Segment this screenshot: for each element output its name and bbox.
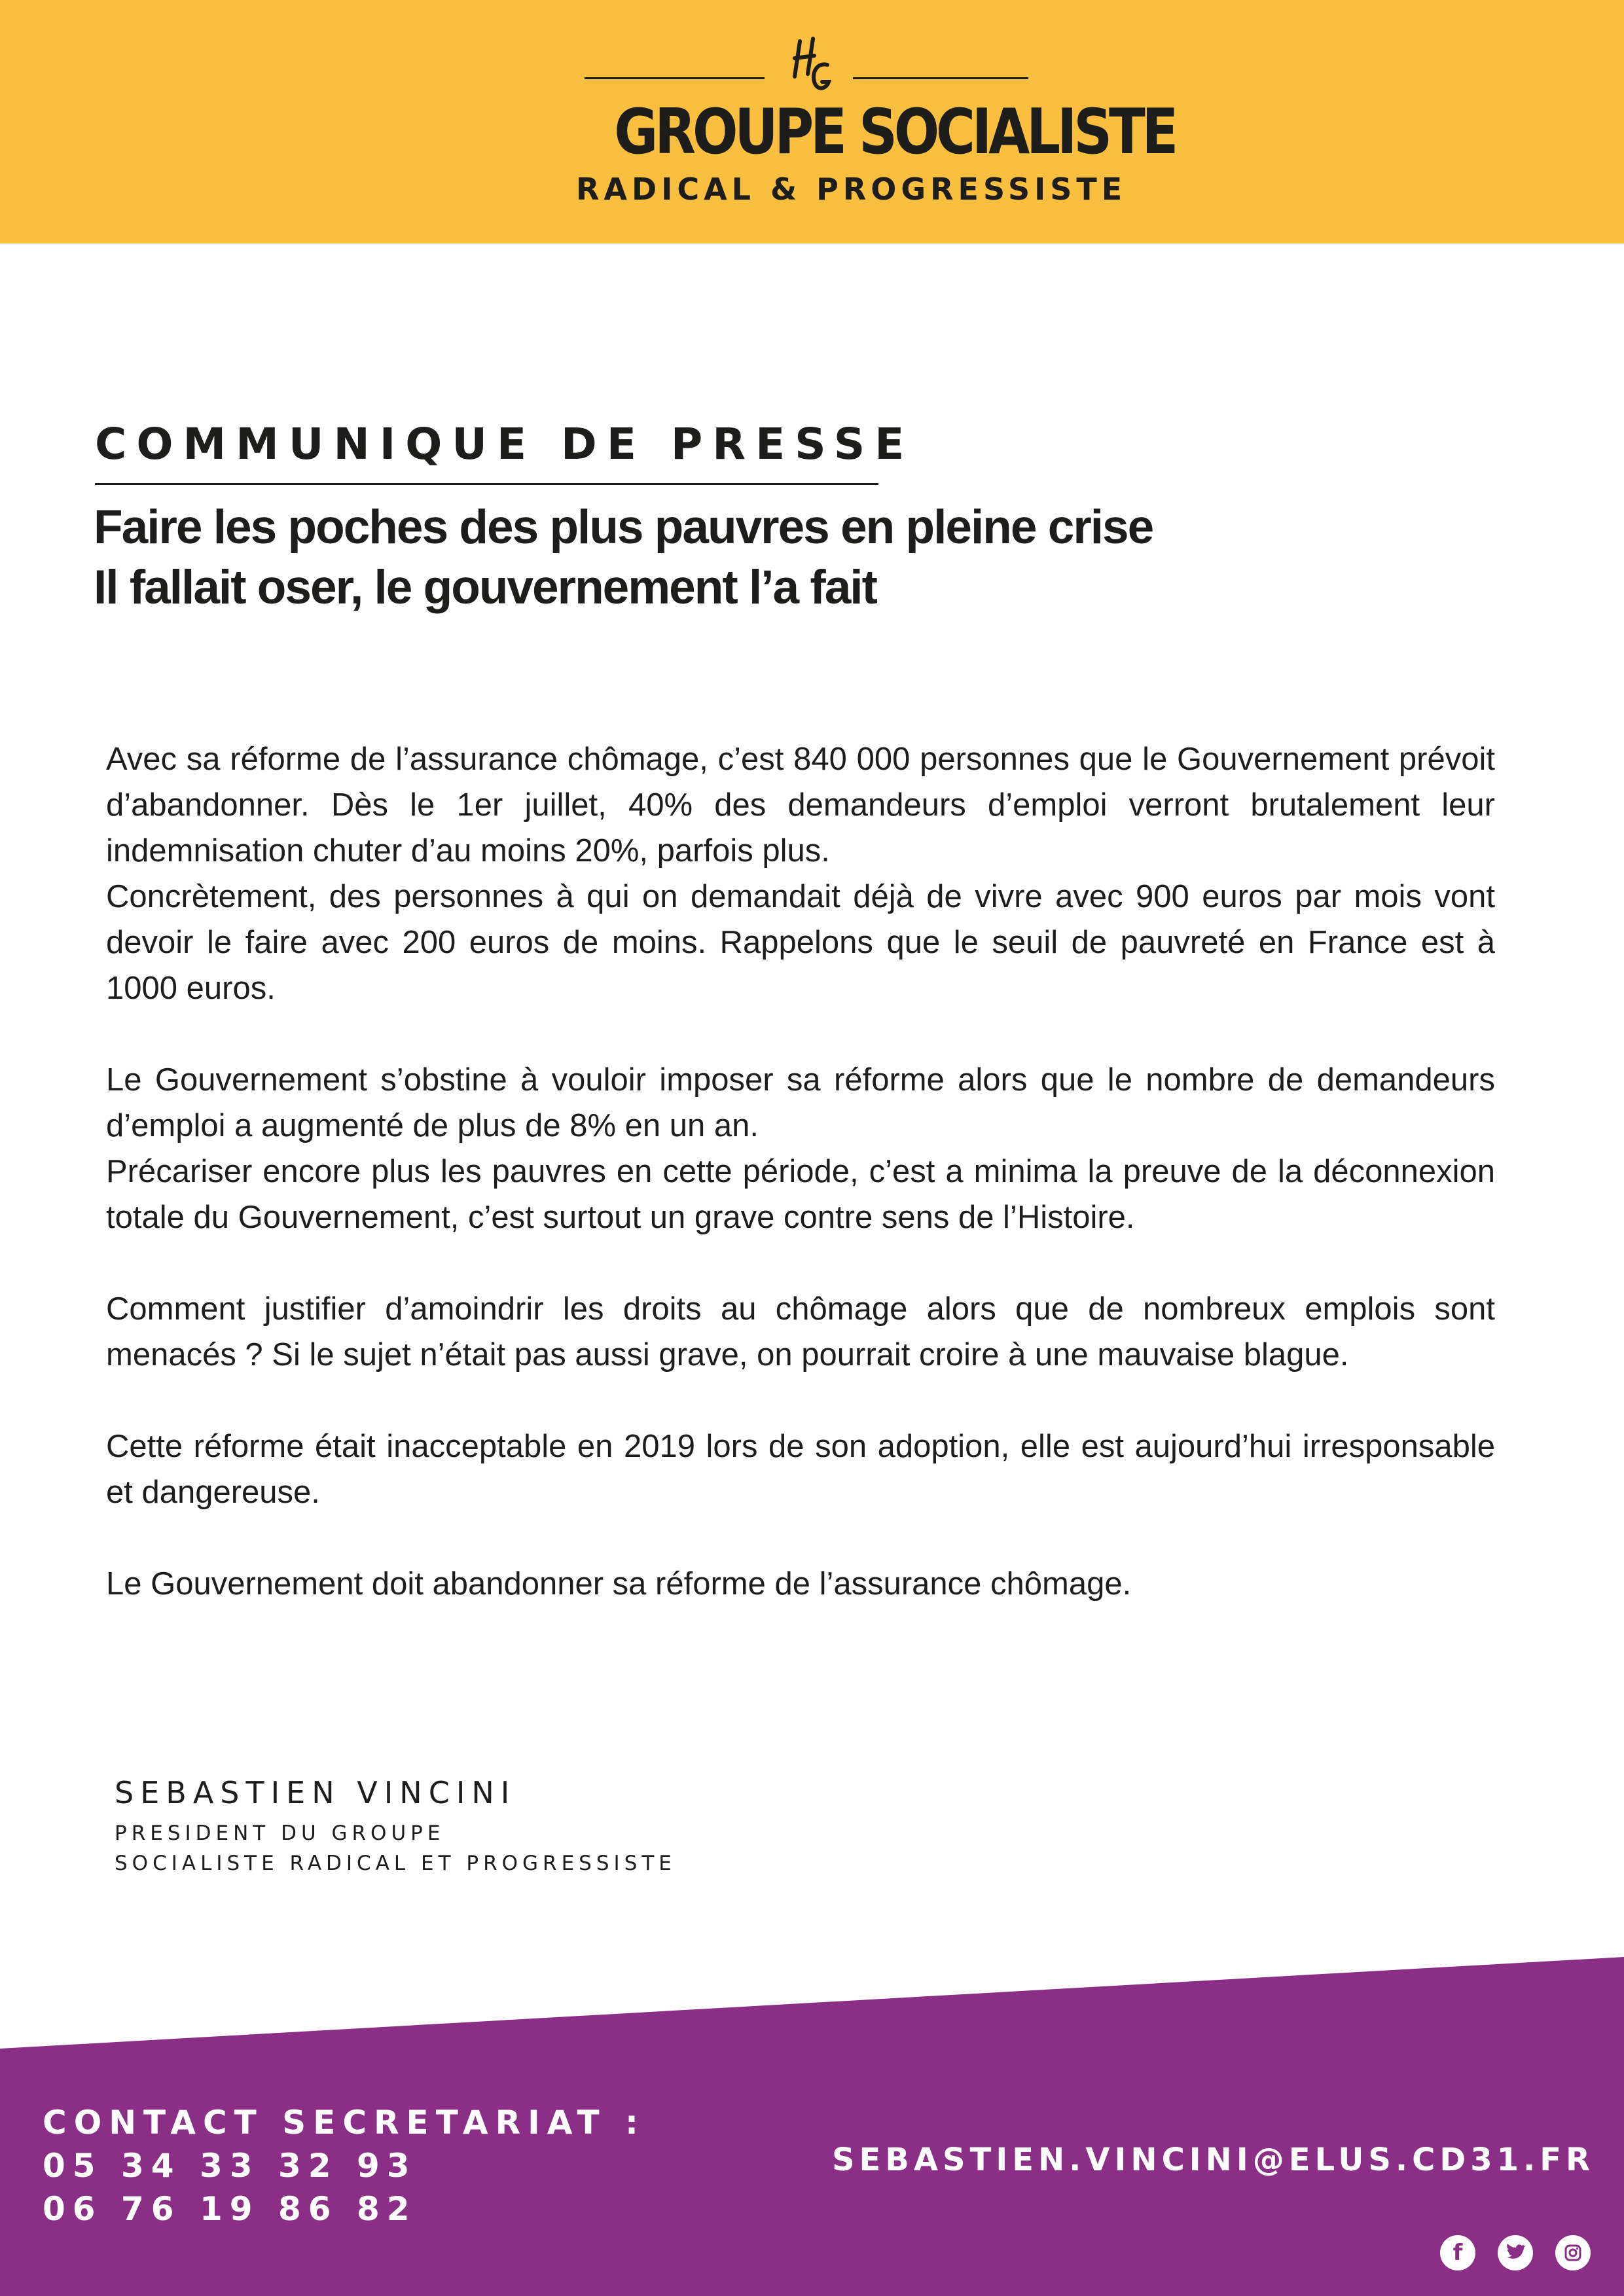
contact-block (43, 2101, 645, 2231)
logo-monogram-icon (785, 36, 838, 98)
twitter-icon[interactable] (1498, 2235, 1533, 2270)
header-band (0, 0, 1624, 243)
paragraph-2b: Précariser encore plus les pauvres en cette période, c’est a minima la preuve de la déconnexion totale du Gouvernement, c’est surtout un grave contre sens de l’Histoire. (106, 1154, 1495, 1235)
paragraph-1b: Concrètement, des personnes à qui on demandait déjà de vivre avec 900 euros par mois vont devoir le faire avec 200 euros de moins. Rappelons que le seuil de pauvreté en France est à 1000 euros. (106, 879, 1495, 1006)
headline-line-1: Faire les poches des plus pauvres en pleine crise (94, 501, 1153, 554)
phone-1[interactable]: 05 34 33 32 93 (43, 2147, 417, 2185)
instagram-icon[interactable] (1555, 2235, 1591, 2270)
headline (94, 497, 1468, 618)
headline-line-2: Il fallait oser, le gouvernement l’a fait (94, 561, 876, 614)
signatory-role-line-1: PRESIDENT DU GROUPE (115, 1821, 445, 1845)
facebook-icon[interactable]: f (1440, 2235, 1475, 2270)
paragraph-2: Le Gouvernement s’obstine à vouloir imposer sa réforme alors que le nombre de demandeurs d’emploi a augmenté de plus de 8% en un an. (106, 1062, 1495, 1143)
paragraph-3: Comment justifier d’amoindrir les droits au chômage alors que de nombreux emplois sont menacés ? Si le sujet n’était pas aussi grave, on pourrait croire à une mauvaise blague. (106, 1291, 1495, 1372)
press-release-body (106, 736, 1495, 1653)
paragraph-4: Cette réforme était inacceptable en 2019 lors de son adoption, elle est aujourd’hui irresponsable et dangereuse. (106, 1429, 1495, 1510)
phone-2[interactable]: 06 76 19 86 82 (43, 2190, 417, 2228)
signatory-name: SEBASTIEN VINCINI (115, 1775, 516, 1810)
signatory-role-line-2: SOCIALISTE RADICAL ET PROGRESSISTE (115, 1852, 676, 1875)
signatory-role (115, 1818, 676, 1878)
logo-rule-right (853, 77, 1028, 79)
logo-title: GROUPE SOCIALISTE (614, 96, 1176, 168)
paragraph-5: Le Gouvernement doit abandonner sa réforme de l’assurance chômage. (106, 1566, 1132, 1602)
contact-email[interactable]: SEBASTIEN.VINCINI@ELUS.CD31.FR (831, 2142, 1595, 2178)
logo-subtitle: RADICAL & PROGRESSISTE (576, 171, 1127, 207)
press-release-kicker: COMMUNIQUE DE PRESSE (95, 419, 914, 469)
kicker-underline (95, 483, 878, 485)
paragraph-1: Avec sa réforme de l’assurance chômage, c’est 840 000 personnes que le Gouvernement prévoit d’abandonner. Dès le 1er juillet, 40% des demandeurs d’emploi verront brutalement leur indemnisation chuter d’au moins 20%, parfois plus. (106, 742, 1495, 869)
social-links (1440, 2235, 1604, 2272)
contact-label: CONTACT SECRETARIAT : (43, 2104, 646, 2142)
logo-rule-left (585, 77, 765, 79)
